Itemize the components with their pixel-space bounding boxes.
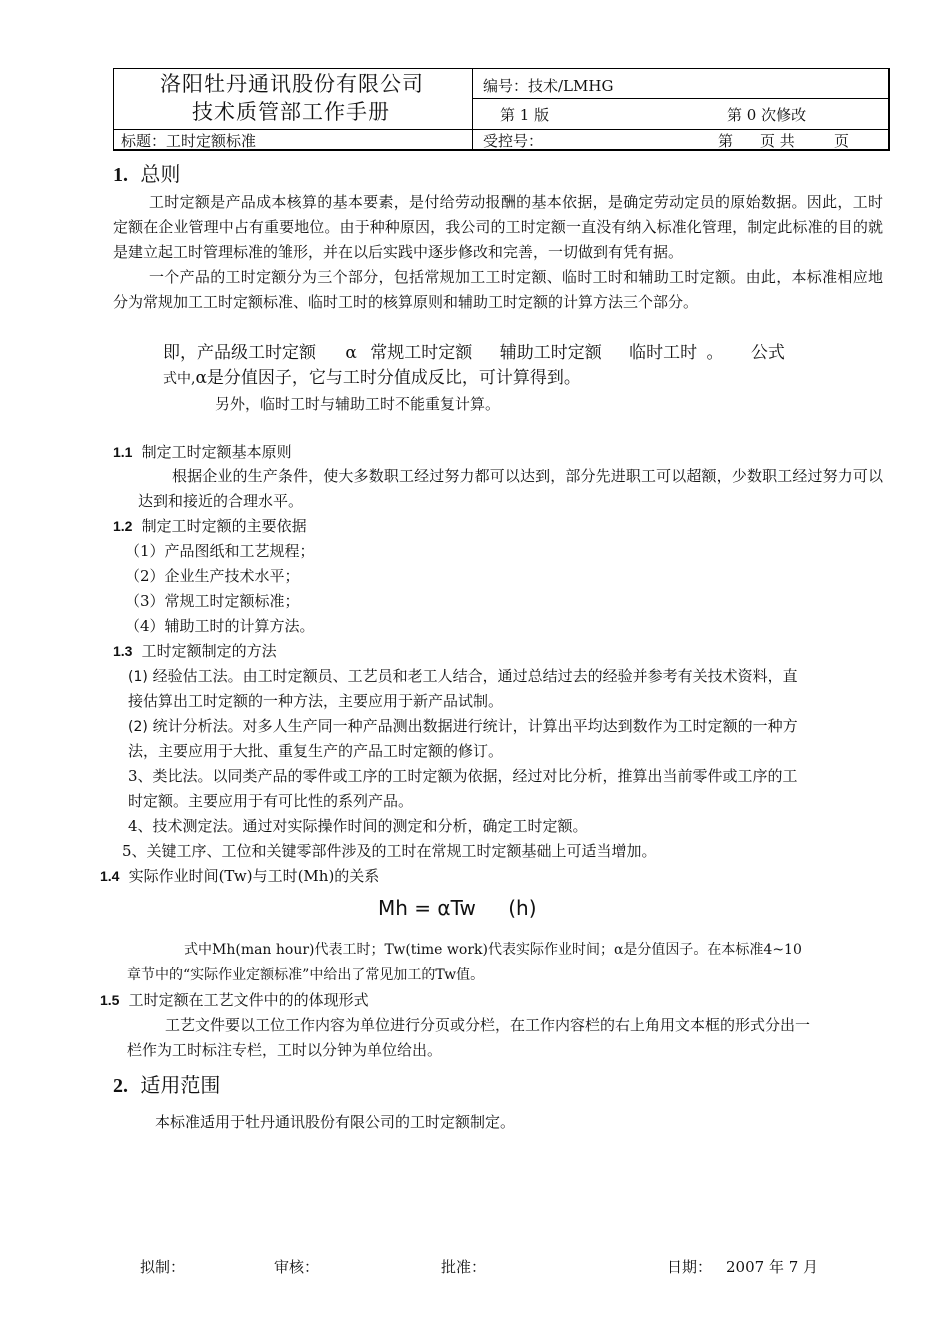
s1-3-heading <box>113 640 277 661</box>
s1-2-item-4: （4）辅助工时的计算方法。 <box>125 617 315 635</box>
formula-label: 公式 <box>750 343 785 363</box>
s1-1-title: 制定工时定额基本原则 <box>141 443 292 461</box>
section1-heading <box>113 158 180 187</box>
s1-3-method-2-line-1 <box>128 715 798 736</box>
s1-3-method-3-line-2: 时定额。主要应用于有可比性的系列产品。 <box>128 792 414 810</box>
s1-2-item-2: （2）企业生产技术水平； <box>125 567 300 585</box>
section2-title: 适用范围 <box>140 1073 221 1097</box>
footer-approved: 批准： <box>441 1258 487 1276</box>
section2-heading <box>113 1069 220 1098</box>
revision: 第 0 次修改 <box>727 106 807 124</box>
formula-note <box>163 363 581 388</box>
formula-note-2: 另外，临时工时与辅助工时不能重复计算。 <box>215 395 501 413</box>
s1-3-method-4: 4、技术测定法。通过对实际操作时间的测定和分析，确定工时定额。 <box>128 817 588 835</box>
s1-5-title: 工时定额在工艺文件中的的体现形式 <box>128 991 369 1009</box>
s1-1-number: 1.1 <box>113 444 133 460</box>
s1-3-number: 1.3 <box>113 643 133 659</box>
s1-2-number: 1.2 <box>113 518 133 534</box>
formula-line <box>163 338 785 363</box>
s1-2-item-1: （1）产品图纸和工艺规程； <box>125 542 315 560</box>
company-name: 洛阳牡丹通讯股份有限公司 <box>160 72 424 96</box>
s1-1-heading <box>113 441 292 462</box>
s1-3-method-2-line-2: 法，主要应用于大批、重复生产的产品工时定额的修订。 <box>128 742 504 760</box>
s1-4-note-line-2: 章节中的“实际作业定额标准”中给出了常见加工的Tw值。 <box>127 967 485 983</box>
doc-number: 编号：技术/LMHG <box>483 77 614 95</box>
s1-3-method-2-number: (2) <box>128 719 148 735</box>
section2-number: 2. <box>113 1075 128 1097</box>
footer-date-label: 日期： <box>667 1258 713 1276</box>
s1-1-text: 根据企业的生产条件，使大多数职工经过努力都可以达到，部分先进职工可以超额，少数职工经过努力可以达到和接近的合理水平。 <box>138 467 883 510</box>
page-label-di: 第 <box>718 132 734 150</box>
s1-2-title: 制定工时定额的主要依据 <box>141 517 307 535</box>
formula-note-prefix: 式中, <box>163 371 196 387</box>
section1-number: 1. <box>113 164 128 186</box>
s1-3-method-1-number: (1) <box>128 669 148 685</box>
section1-title: 总则 <box>140 162 181 186</box>
formula-temporary-hours: 临时工时 <box>629 343 698 363</box>
section1-paragraph-1: 工时定额是产品成本核算的基本要素，是付给劳动报酬的基本依据，是确定劳动定员的原始数据。因此，工时定额在企业管理中占有重要地位。由于种种原因，我公司的工时定额一直没有纳入标准化管理，制定此标准的目的就是建立起工时管理标准的雏形，并在以后实践中逐步修改和完善，一切做到有凭有据。 <box>113 193 883 261</box>
formula-note-text: α是分值因子，它与工时分值成反比，可计算得到。 <box>195 368 581 388</box>
formula-auxiliary-rating: 辅助工时定额 <box>499 343 602 363</box>
footer-drafted: 拟制： <box>140 1258 186 1276</box>
header-divider-vertical <box>472 68 473 151</box>
s1-5-number: 1.5 <box>100 992 120 1008</box>
s1-4-number: 1.4 <box>100 868 120 884</box>
s1-5-line-1: 工艺文件要以工位工作内容为单位进行分页或分栏，在工作内容栏的右上角用文本框的形式分出一 <box>165 1016 811 1034</box>
s1-4-equation-text: Mh = αTw <box>378 896 476 920</box>
s1-5-heading <box>100 989 369 1010</box>
controlled-number: 受控号： <box>483 132 544 150</box>
s1-3-method-1-line-1 <box>128 665 798 686</box>
s1-3-method-5: 5、关键工序、工位和关键零部件涉及的工时在常规工时定额基础上可适当增加。 <box>122 842 657 860</box>
footer-date-value: 2007 年 7 月 <box>726 1258 819 1276</box>
formula-product-rating: 即，产品级工时定额 <box>163 343 316 363</box>
doc-title: 标题：工时定额标准 <box>121 132 257 150</box>
s1-5-line-2: 栏作为工时标注专栏，工时以分钟为单位给出。 <box>127 1041 443 1059</box>
s1-3-method-2-text: 统计分析法。对多人生产同一种产品测出数据进行统计，计算出平均达到数作为工时定额的一种方 <box>152 717 798 735</box>
manual-name: 技术质管部工作手册 <box>192 100 390 124</box>
s1-3-method-1-line-2: 接估算出工时定额的一种方法，主要应用于新产品试制。 <box>128 692 504 710</box>
s1-4-equation <box>378 896 537 920</box>
s1-4-title: 实际作业时间(Tw)与工时(Mh)的关系 <box>128 867 380 885</box>
s1-4-heading <box>100 865 379 886</box>
page-label-ye: 页 <box>834 132 850 150</box>
section2-text: 本标准适用于牡丹通讯股份有限公司的工时定额制定。 <box>155 1113 516 1131</box>
formula-period: 。 <box>706 343 724 363</box>
s1-3-method-3-line-1: 3、类比法。以同类产品的零件或工序的工时定额为依据，经过对比分析，推算出当前零件或工序的工 <box>128 767 798 785</box>
s1-2-item-3: （3）常规工时定额标准； <box>125 592 300 610</box>
s1-3-title: 工时定额制定的方法 <box>141 642 277 660</box>
formula-alpha: α <box>345 343 357 363</box>
page-label-ye-gong: 页 共 <box>760 132 795 150</box>
header-divider-row1 <box>472 98 890 99</box>
s1-4-equation-unit: (h) <box>508 896 537 920</box>
section1-paragraph-2: 一个产品的工时定额分为三个部分，包括常规加工工时定额、临时工时和辅助工时定额。由此，本标准相应地分为常规加工工时定额标准、临时工时的核算原则和辅助工时定额的计算方法三个部分。 <box>113 268 883 311</box>
s1-2-heading <box>113 515 307 536</box>
footer-reviewed: 审核： <box>274 1258 320 1276</box>
edition: 第 1 版 <box>500 106 550 124</box>
s1-4-note-line-1: 式中Mh(man hour)代表工时；Tw(time work)代表实际作业时间；α是分值因子。在本标准4~10 <box>184 942 802 958</box>
s1-3-method-1-text: 经验估工法。由工时定额员、工艺员和老工人结合，通过总结过去的经验并参考有关技术资料，直 <box>152 667 798 685</box>
formula-regular-rating: 常规工时定额 <box>370 343 473 363</box>
